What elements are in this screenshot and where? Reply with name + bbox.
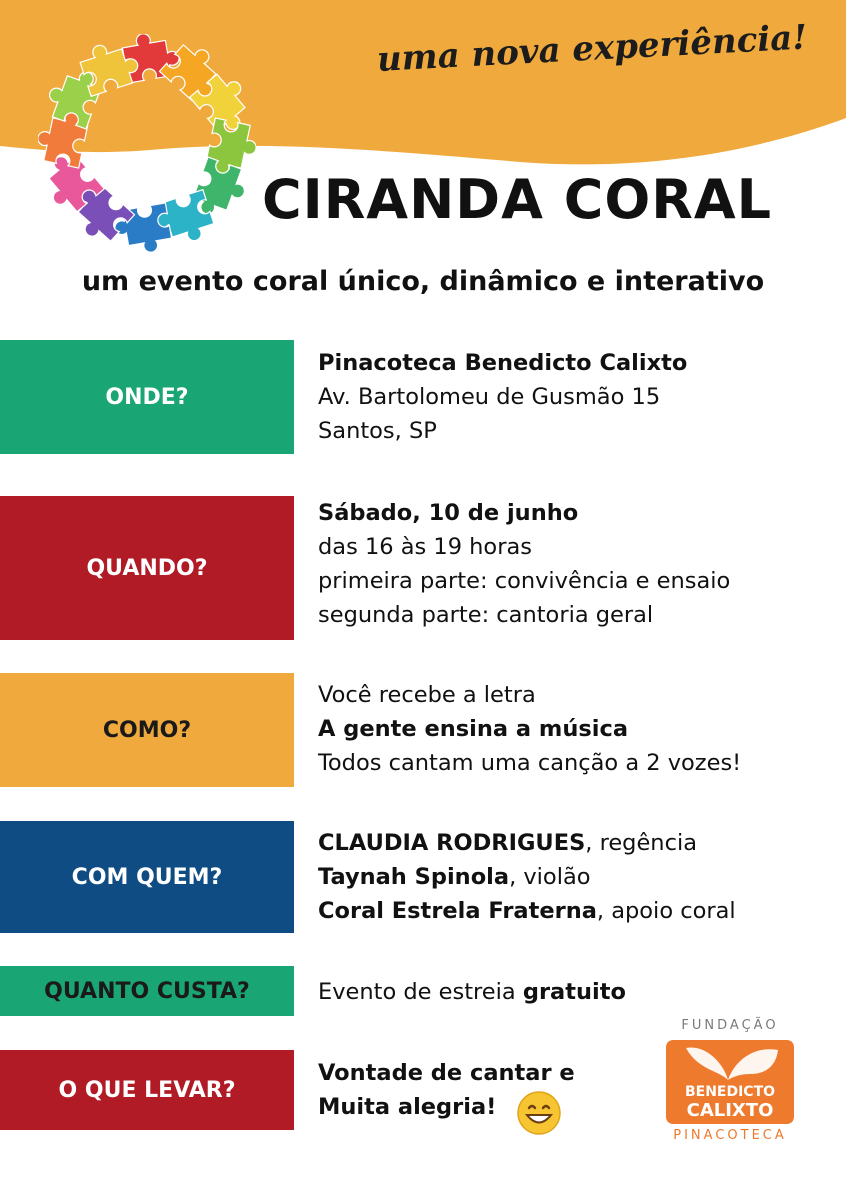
tagline: uma nova experiência! (376, 17, 809, 80)
venue-name: Pinacoteca Benedicto Calixto (318, 350, 688, 376)
label-quando-text: QUANDO? (86, 555, 208, 581)
event-title: CIRANDA CORAL (262, 168, 773, 231)
fundacao-logo (660, 1018, 800, 1148)
bring-line-2: Muita alegria! (318, 1094, 497, 1120)
logo-name-line2: CALIXTO (686, 1100, 774, 1121)
bring-line-1: Vontade de cantar e (318, 1060, 575, 1086)
event-part-one: primeira parte: convivência e ensaio (318, 568, 731, 594)
logo-box (666, 1040, 794, 1124)
conductor-role: , regência (585, 830, 697, 856)
label-com-quem-text: COM QUEM? (71, 864, 223, 890)
label-com-quem (0, 821, 294, 933)
event-date: Sábado, 10 de junho (318, 500, 579, 526)
logo-name-line1: BENEDICTO (684, 1084, 776, 1100)
guitarist-name: Taynah Spinola (318, 864, 510, 890)
event-time: das 16 às 19 horas (318, 534, 532, 560)
info-onde (318, 346, 828, 448)
info-quanto-custa (318, 975, 828, 1009)
como-line-2: A gente ensina a música (318, 716, 629, 742)
como-line-3: Todos cantam uma canção a 2 vozes! (318, 750, 742, 776)
guitarist-role: , violão (509, 864, 591, 890)
label-como-text: COMO? (102, 717, 192, 743)
conductor-name: CLAUDIA RODRIGUES (318, 830, 586, 856)
choir-role: , apoio coral (596, 898, 736, 924)
info-com-quem (318, 826, 828, 928)
label-quanto-custa (0, 966, 294, 1016)
label-quando (0, 496, 294, 640)
venue-city: Santos, SP (318, 418, 437, 444)
label-o-que-levar-text: O QUE LEVAR? (58, 1077, 236, 1103)
event-part-two: segunda parte: cantoria geral (318, 602, 654, 628)
label-onde-text: ONDE? (105, 384, 189, 410)
como-line-1: Você recebe a letra (318, 682, 536, 708)
smiling-face-emoji-icon (516, 1090, 562, 1136)
puzzle-wreath-icon (38, 34, 256, 252)
label-onde (0, 340, 294, 454)
info-como (318, 678, 828, 780)
choir-name: Coral Estrela Fraterna (318, 898, 597, 924)
price-text: Evento de estreia (318, 979, 523, 1005)
info-quando (318, 496, 828, 632)
label-quanto-custa-text: QUANTO CUSTA? (44, 978, 250, 1004)
logo-bottom-text: PINACOTECA (673, 1128, 787, 1143)
event-subtitle: um evento coral único, dinâmico e interativo (81, 266, 765, 297)
label-como (0, 673, 294, 787)
price-value: gratuito (522, 979, 626, 1005)
label-o-que-levar (0, 1050, 294, 1130)
logo-top-text: FUNDAÇÃO (681, 1018, 779, 1033)
venue-address: Av. Bartolomeu de Gusmão 15 (318, 384, 661, 410)
